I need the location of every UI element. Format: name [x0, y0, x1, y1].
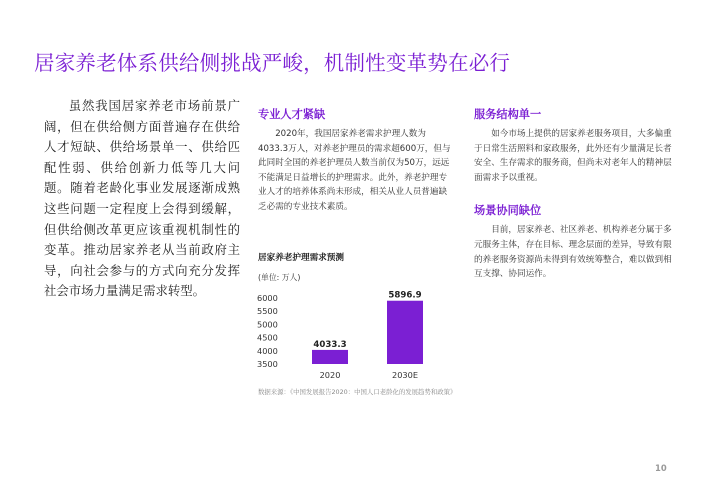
chart-title: 居家养老护理需求预测: [258, 253, 344, 263]
demand-bar-chart: [255, 282, 455, 382]
talent-body: 2020年，我国居家养老需求护理人数为4033.3万人，对养老护理员的需求超600万，但与此同时全国的养老护理员人数当前仅为50万，远远不能满足日益增长的护理需求。此外，养老护理专业人才的培养体系尚未形成，相关从业人员普遍缺乏必需的专业技术素质。: [258, 129, 451, 212]
y-tick-label: 4500: [257, 332, 278, 343]
page-number: 10: [655, 463, 667, 473]
x-tick-label: 2030E: [391, 370, 419, 380]
right-column: [474, 106, 674, 282]
bar: [387, 301, 423, 364]
y-tick-label: 5500: [257, 306, 278, 317]
coordination-heading: 场景协同缺位: [474, 204, 542, 218]
structure-body: 如今市场上提供的居家养老服务项目，大多偏重于日常生活照料和家政服务，此外还有少量满足长者安全、生存需求的服务商，但尚未对老年人的精神层面需求予以重视。: [474, 129, 672, 183]
talent-heading: 专业人才紧缺: [258, 108, 326, 121]
chart-unit: (单位: 万人): [258, 273, 301, 282]
data-source: 数据来源：《中国发展报告2020：中国人口老龄化的发展趋势和政策》: [258, 388, 457, 396]
bar-value-label: 4033.3: [313, 339, 347, 350]
bar-value-label: 5896.9: [388, 290, 422, 301]
structure-heading: 服务结构单一: [474, 108, 542, 121]
bar: [312, 350, 348, 364]
x-tick-label: 2020: [319, 370, 341, 380]
y-tick-label: 6000: [257, 293, 278, 303]
y-tick-label: 5000: [257, 319, 278, 330]
intro-column: [44, 96, 240, 302]
y-tick-label: 4000: [257, 345, 278, 356]
intro-paragraph: 虽然我国居家养老市场前景广阔，但在供给侧方面普遍存在供给人才短缺、供给场景单一、供给匹配性弱、供给创新力低等几大问题。随着老龄化事业发展逐渐成熟这些问题一定程度上会得到缓解，但供给侧改革更应该重视机制性的变革。推动居家养老从当前政府主导，向社会参与的方式向充分发挥社会市场力量满足需求转型。: [44, 98, 240, 299]
coordination-body: 目前，居家养老、社区养老、机构养老分属于多元服务主体，存在目标、理念层面的差异，导致有限的养老服务资源尚未得到有效统筹整合，难以做到相互支撑、协同运作。: [474, 225, 672, 280]
page-title: 居家养老体系供给侧挑战严峻，机制性变革势在必行: [34, 51, 511, 75]
y-tick-label: 3500: [257, 359, 278, 369]
talent-section: [258, 106, 454, 215]
